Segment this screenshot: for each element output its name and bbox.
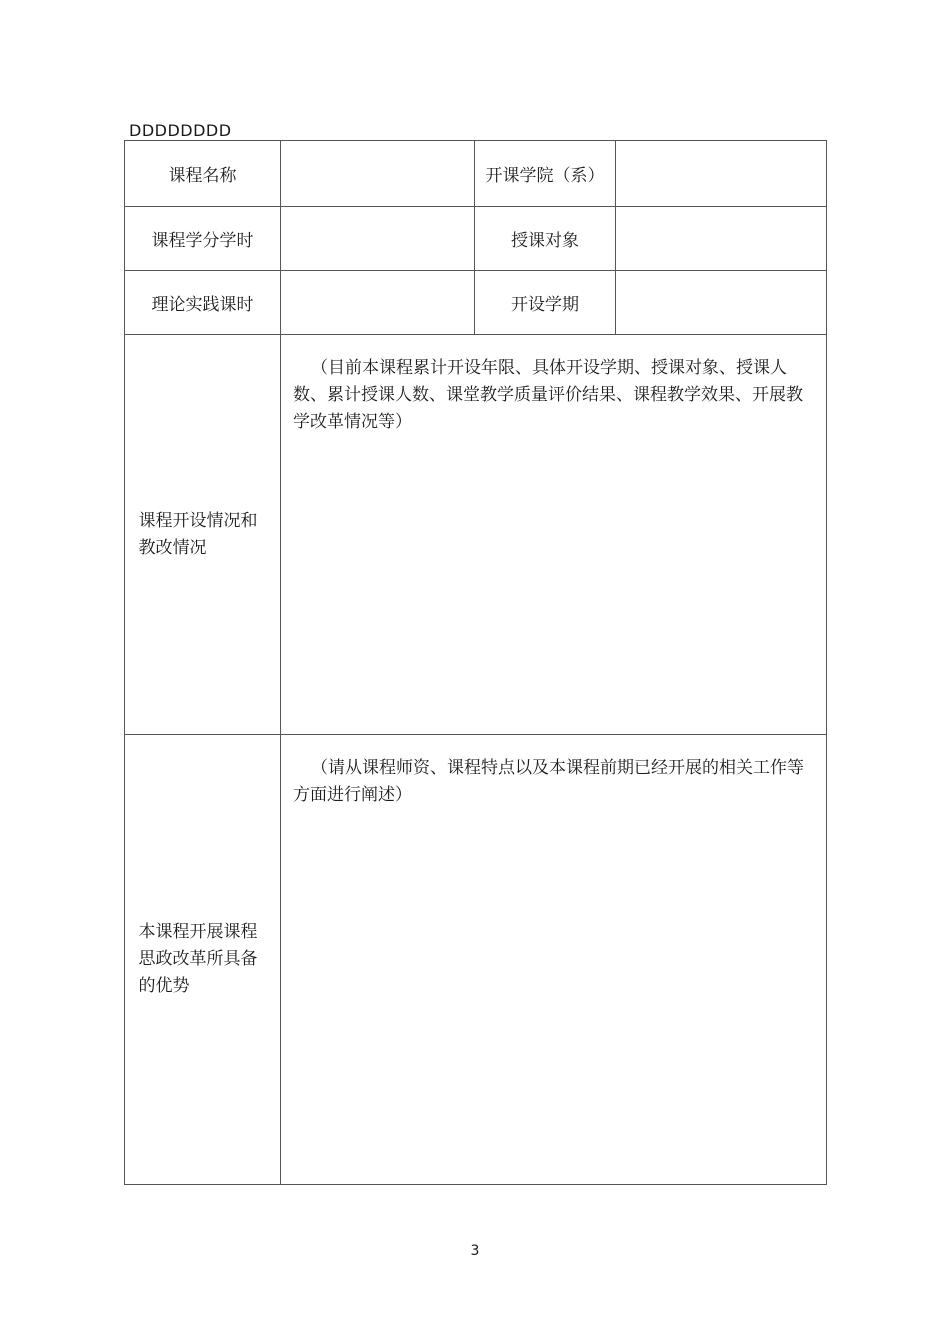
application-form-table — [124, 140, 827, 1185]
credits-hours-label: 课程学分学时 — [125, 207, 281, 271]
form-row-history — [125, 335, 827, 735]
form-row-advantages — [125, 735, 827, 1185]
audience-label: 授课对象 — [475, 207, 616, 271]
advantages-prompt: （请从课程师资、课程特点以及本课程前期已经开展的相关工作等方面进行阐述） — [293, 758, 804, 805]
advantages-label: 本课程开展课程思政改革所具备的优势 — [138, 922, 258, 996]
page-number: 3 — [470, 1243, 480, 1259]
history-field[interactable] — [281, 335, 827, 735]
advantages-field[interactable] — [281, 735, 827, 1185]
theory-practice-field[interactable] — [281, 271, 475, 335]
history-prompt: （目前本课程累计开设年限、具体开设学期、授课对象、授课人数、累计授课人数、课堂教学质量评价结果、课程教学效果、开展教学改革情况等） — [293, 358, 803, 432]
form-row-theory-practice — [125, 271, 827, 335]
semester-label: 开设学期 — [475, 271, 616, 335]
advantages-label-cell — [125, 735, 281, 1185]
history-label: 课程开设情况和教改情况 — [138, 510, 258, 558]
form-row-credits — [125, 207, 827, 271]
college-field[interactable] — [616, 141, 827, 207]
course-name-label: 课程名称 — [125, 141, 281, 207]
semester-field[interactable] — [616, 271, 827, 335]
theory-practice-label: 理论实践课时 — [125, 271, 281, 335]
history-label-cell — [125, 335, 281, 735]
form-row-course-name — [125, 141, 827, 207]
college-label: 开课学院（系） — [475, 141, 616, 207]
credits-hours-field[interactable] — [281, 207, 475, 271]
document-header: DDDDDDDD — [129, 121, 232, 140]
course-name-field[interactable] — [281, 141, 475, 207]
audience-field[interactable] — [616, 207, 827, 271]
